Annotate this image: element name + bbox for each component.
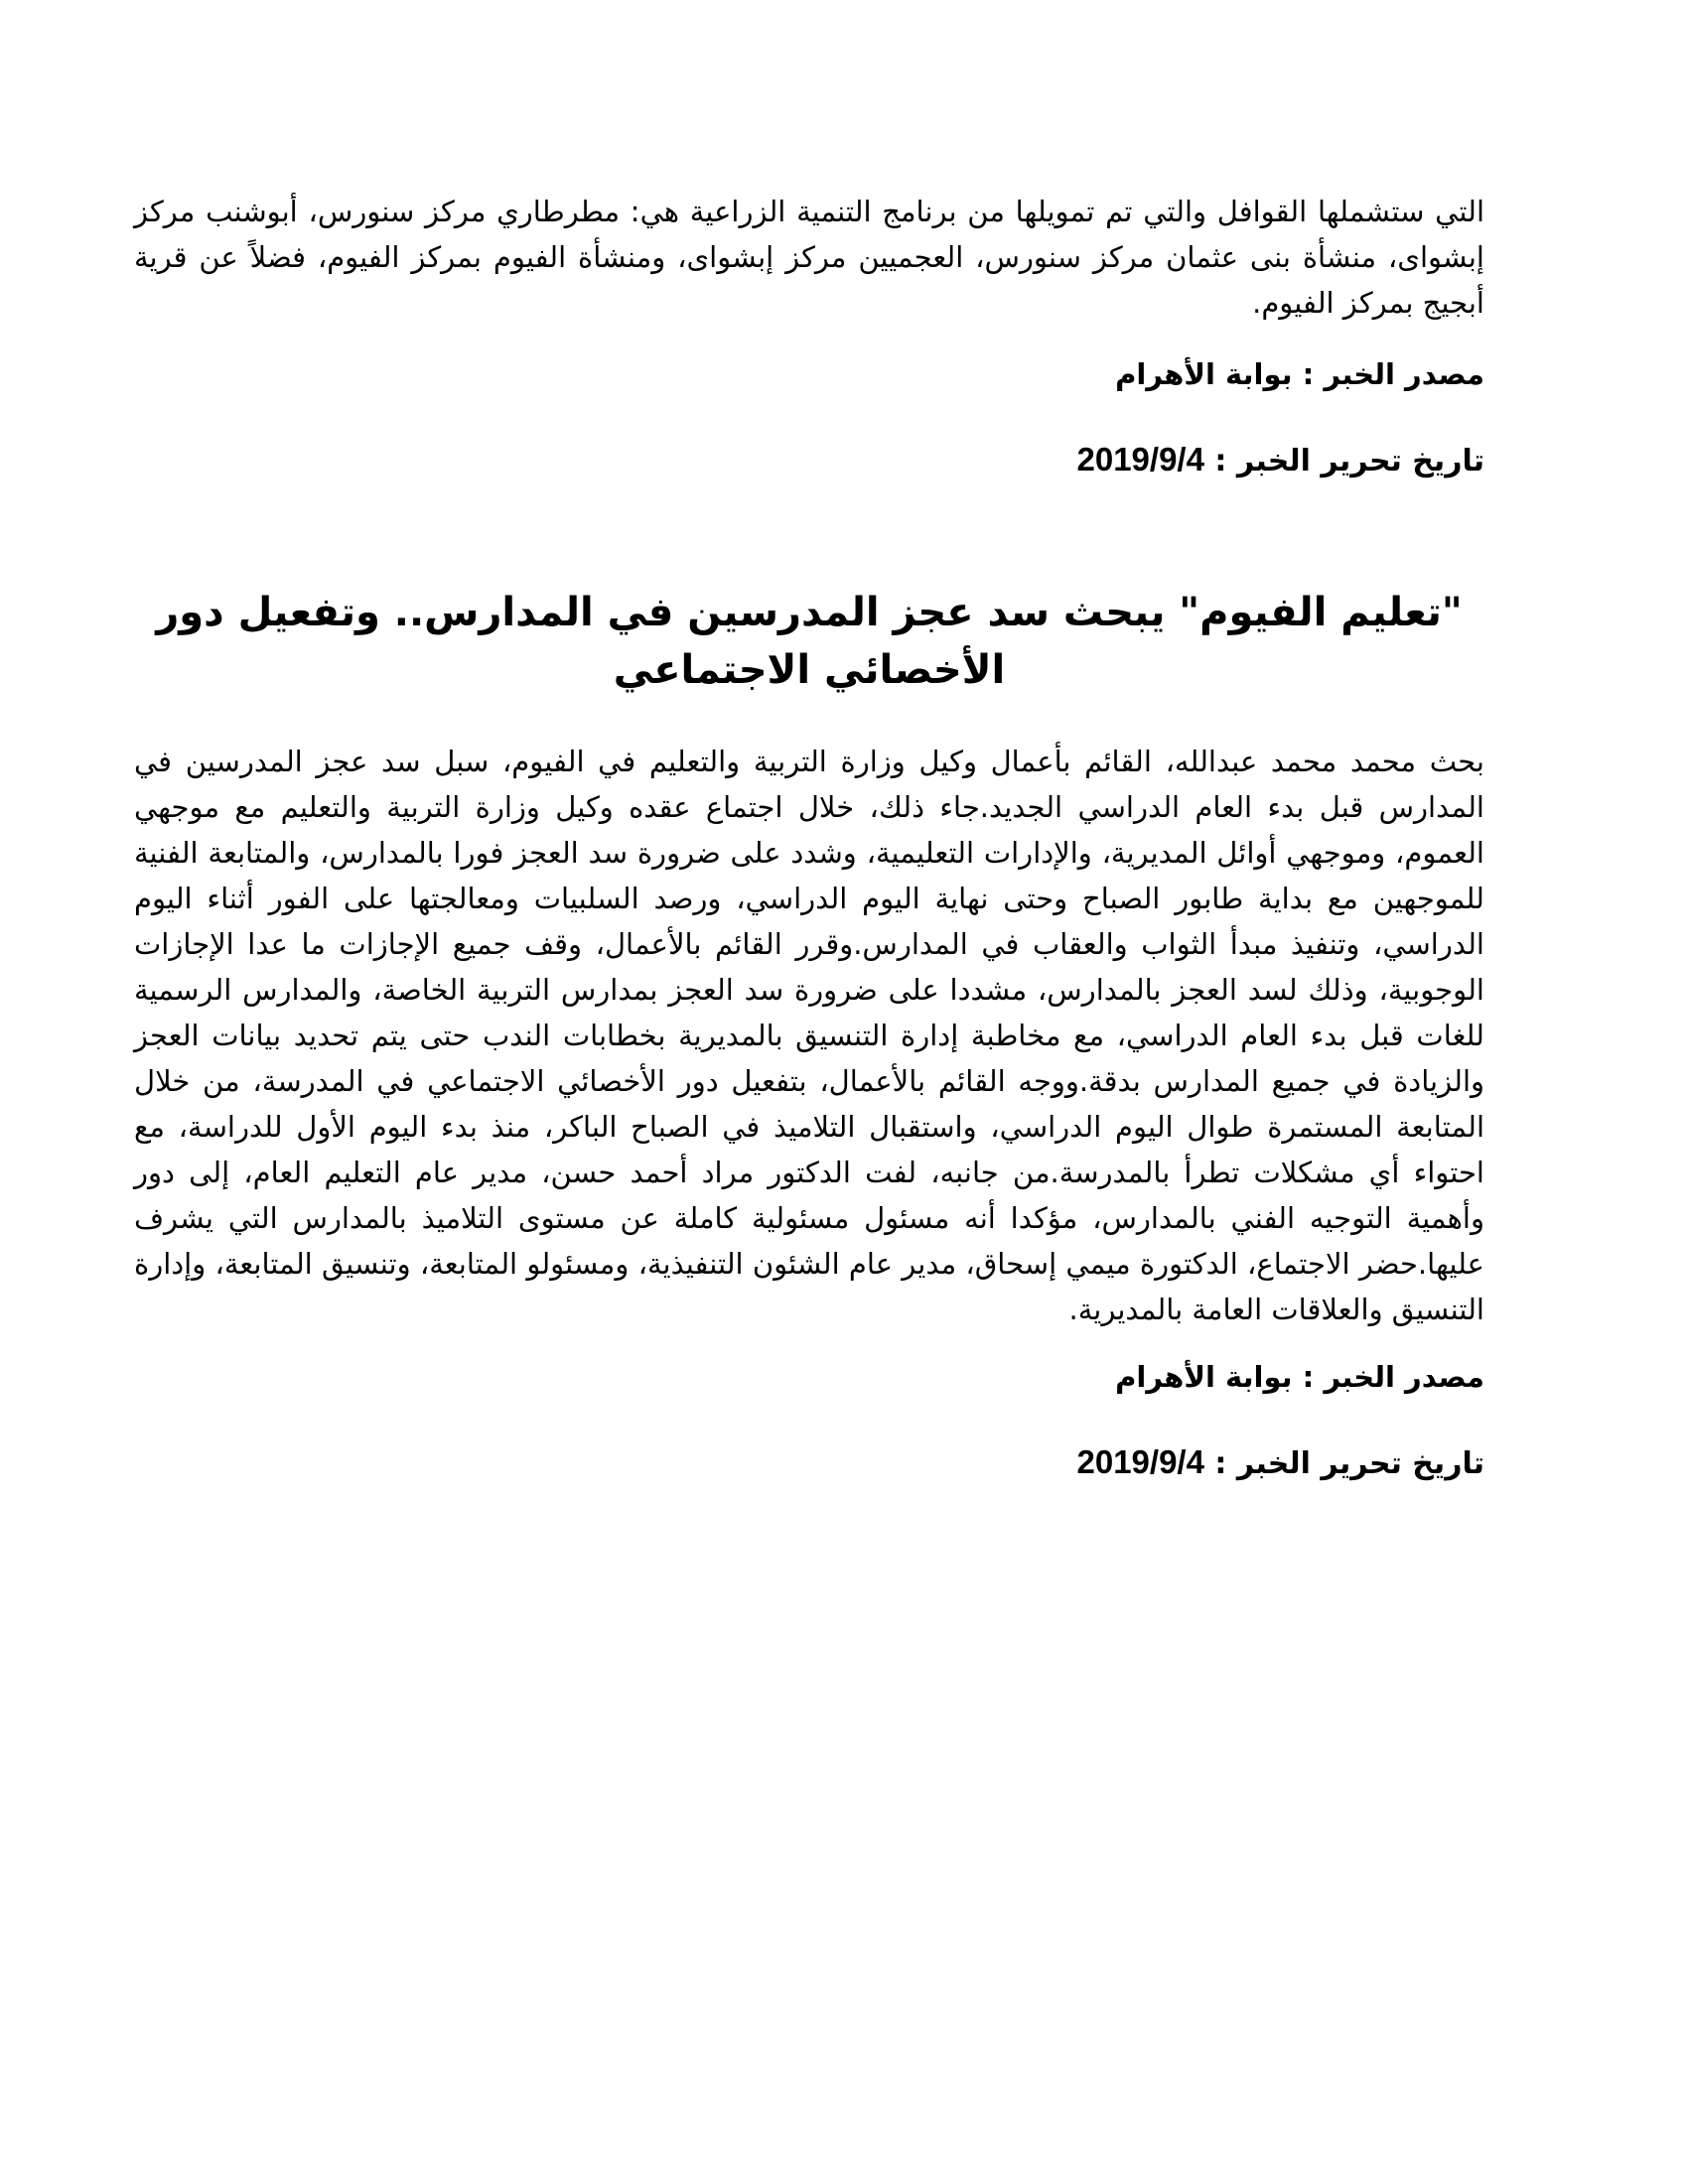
article-2-date: [134, 1439, 1484, 1487]
article-2-title: "تعليم الفيوم" يبحث سد عجز المدرسين في المدارس.. وتفعيل دور الأخصائي الاجتماعي: [156, 590, 1463, 693]
article-continuation: [134, 189, 1484, 484]
article-1-body: التي ستشملها القوافل والتي تم تمويلها من برنامج التنمية الزراعية هي: مطرطاري مركز سنورس، أبوشنب مركز إبشواى، منشأة بنى عثمان مركز سنورس، العجميين مركز إبشواى، ومنشأة الفيوم بمركز الفيوم، فضلاً عن قرية أبجيج بمركز الفيوم.: [134, 195, 1484, 320]
article-1-date-label: تاريخ تحرير الخبر :: [1214, 444, 1484, 478]
article-1-source: مصدر الخبر : بوابة الأهرام: [1115, 357, 1484, 391]
article-2: [134, 584, 1484, 1487]
article-1-date-value: 2019/9/4: [1076, 441, 1204, 478]
article-2-date-label: تاريخ تحرير الخبر :: [1214, 1446, 1484, 1481]
article-2-source: مصدر الخبر : بوابة الأهرام: [1115, 1360, 1484, 1394]
article-2-body: بحث محمد محمد عبدالله، القائم بأعمال وكيل وزارة التربية والتعليم في الفيوم، سبل سد عجز المدرسين في المدارس قبل بدء العام الدراسي الجديد.جاء ذلك، خلال اجتماع عقده وكيل وزارة التربية والتعليم مع موجهي العموم، وموجهي أوائل المديرية، والإدارات التعليمية، وشدد على ضرورة سد العجز فورا بالمدارس، والمتابعة الفنية للموجهين مع بداية طابور الصباح وحتى نهاية اليوم الدراسي، ورصد السلبيات ومعالجتها على الفور أثناء اليوم الدراسي، وتنفيذ مبدأ الثواب والعقاب في المدارس.وقرر القائم بالأعمال، وقف جميع الإجازات ما عدا الإجازات الوجوبية، وذلك لسد العجز بالمدارس، مشددا على ضرورة سد العجز بمدارس التربية الخاصة، والمدارس الرسمية للغات قبل بدء العام الدراسي، مع مخاطبة إدارة التنسيق بالمديرية بخطابات الندب حتى يتم تحديد بيانات العجز والزيادة في جميع المدارس بدقة.ووجه القائم بالأعمال، بتفعيل دور الأخصائي الاجتماعي في المدرسة، من خلال المتابعة المستمرة طوال اليوم الدراسي، واستقبال التلاميذ في الصباح الباكر، منذ بدء اليوم الأول للدراسة، مع احتواء أي مشكلات تطرأ بالمدرسة.من جانبه، لفت الدكتور مراد أحمد حسن، مدير عام التعليم العام، إلى دور وأهمية التوجيه الفني بالمدارس، مؤكدا أنه مسئول مسئولية كاملة عن مستوى التلاميذ بالمدارس التي يشرف عليها.حضر الاجتماع، الدكتورة ميمي إسحاق، مدير عام الشئون التنفيذية، ومسئولو المتابعة، وتنسيق المتابعة، وإدارة التنسيق والعلاقات العامة بالمديرية.: [134, 745, 1484, 1326]
document-page: [134, 189, 1484, 1487]
article-1-date: [134, 437, 1484, 484]
article-2-date-value: 2019/9/4: [1076, 1443, 1204, 1480]
